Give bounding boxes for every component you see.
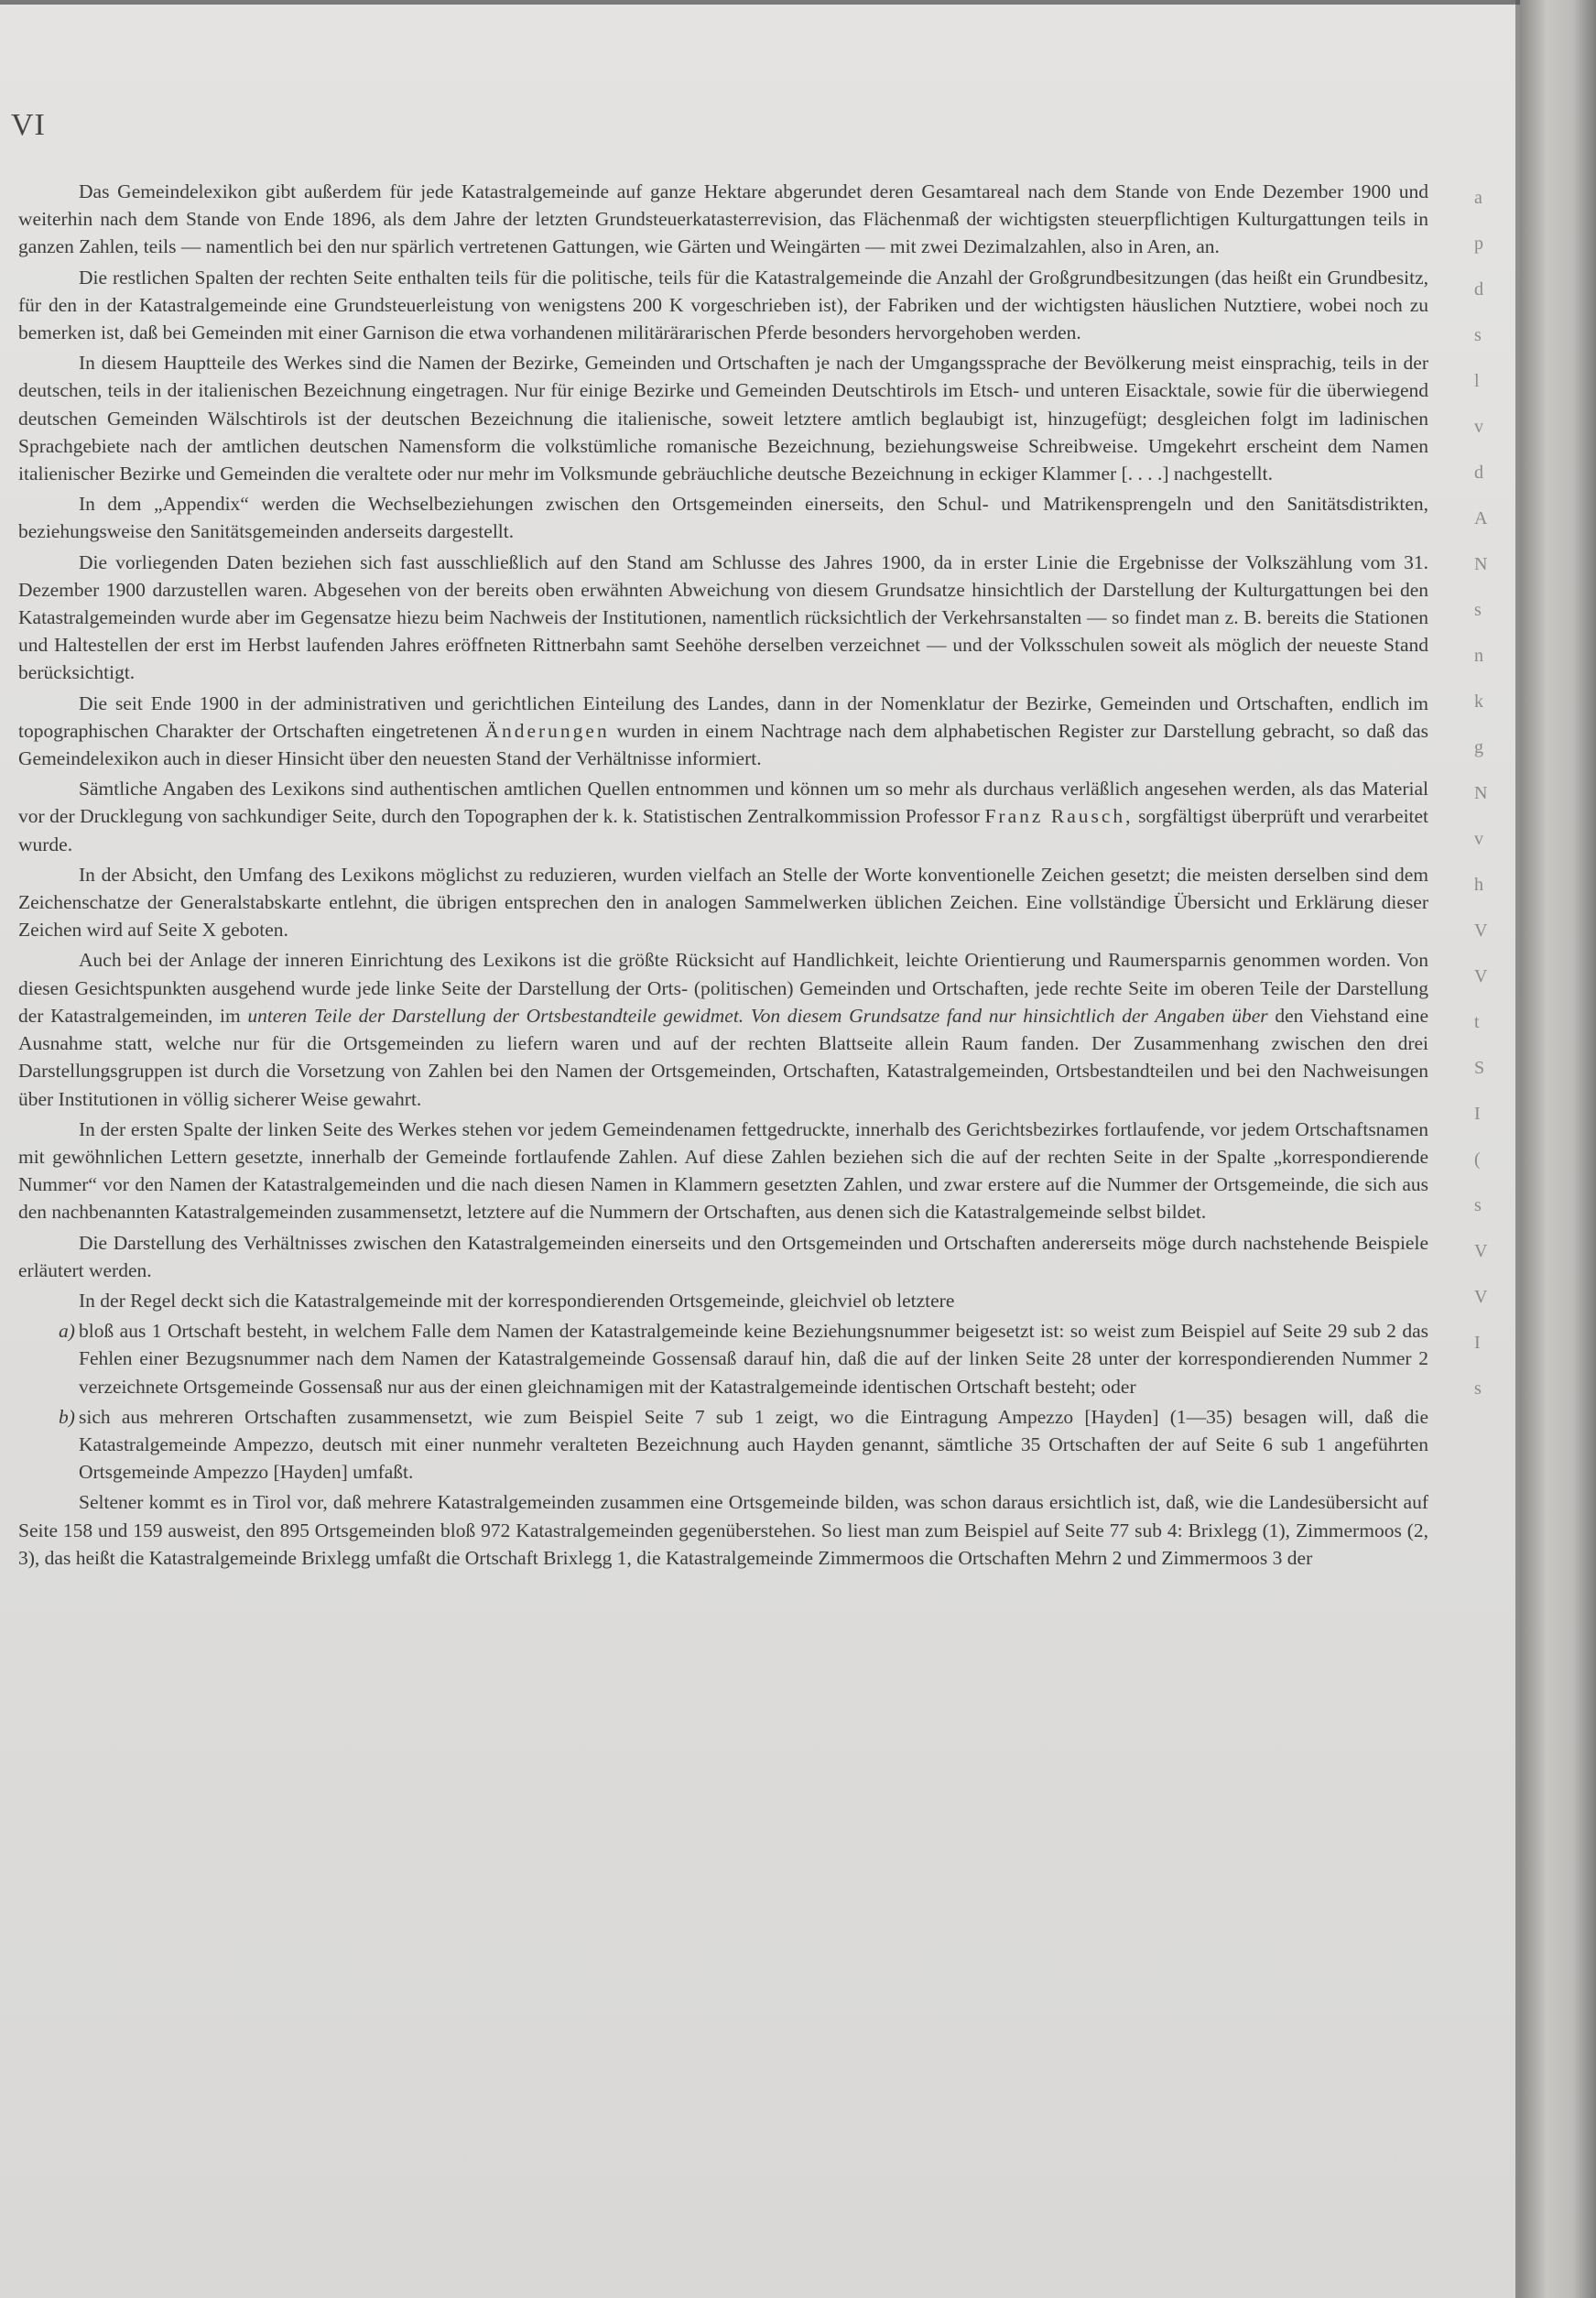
margin-fragment: V [1474,966,1488,986]
margin-fragment: p [1474,234,1483,254]
margin-fragment: d [1474,279,1483,300]
margin-fragment: V [1474,920,1488,941]
margin-fragment: v [1474,417,1483,437]
margin-fragment: k [1474,692,1483,712]
paragraph: Die Darstellung des Verhältnisses zwischen den Katastralgemeinden einerseits und den Ortsgemeinden und Ortschaften andererseits möge durch nachstehende Beispiele erläutert werden. [18,1231,1428,1281]
top-edge-line [0,0,1520,5]
text-run: wurden in einem Nachtrage nach dem alphabetischen Register zur Darstellung gebracht, so daß das Gemeindelexikon auch in dieser Hinsicht über den neuesten Stand der Verhältnisse informiert. [18,719,1429,770]
list-marker: b) [59,1405,75,1428]
margin-fragment: N [1474,783,1488,803]
text-run: Die seit Ende 1900 in der administrativen und gerichtlichen Einteilung des Landes, dann in der Nomenklatur der Bezirke, Gemeinden und Ortschaften, endlich im topographischen Charakter der Ortschaften eingetretenen [18,692,1428,742]
margin-fragment: A [1474,508,1488,528]
margin-fragment: t [1474,1012,1480,1032]
list-item [18,1403,1428,1487]
margin-fragment: s [1474,600,1482,620]
paragraph: Die vorliegenden Daten beziehen sich fast ausschließlich auf den Stand am Schlusse des Jahres 1900, da in erster Linie die Ergebnisse der Volkszählung vom 31. Dezember 1900 darzustellen waren. Abgesehen von der bereits oben erwähnten Abweichung von diesem Grundsatze hinsichtlich der Darstellung der Kulturgattungen bei den Katastralgemeinden wurde aber im Gegensatze hiezu beim Nachweis der Institutionen, namentlich rücksichtlich der Verkehrsanstalten — so findet man z. B. bereits die Stationen und Haltestellen der erst im Herbst laufenden Jahres eröffneten Rittnerbahn samt Seehöhe derselben verzeichnet — und der Volksschulen soweit als möglich der neueste Stand berücksichtigt. [18,550,1428,684]
paragraph: Die restlichen Spalten der rechten Seite enthalten teils für die politische, teils für die Katastralgemeinde die Anzahl der Großgrundbesitzungen (das heißt ein Grundbesitz, für den in der Katastralgemeinde eine Grundsteuerleistung von wenigstens 200 K vorgeschrieben ist), der Fabriken und der wichtigsten häuslichen Nutztiere, wobei noch zu bemerken ist, daß bei Gemeinden mit einer Garnison die etwa vorhandenen militärärarischen Pferde besonders hervorgehoben werden. [18,266,1428,344]
text-run: Auch bei der Anlage der inneren Einrichtung des Lexikons ist die größte Rücksicht auf Handlichkeit, leichte Orientierung und Raumersparnis genommen worden. Von diesen Gesichtspunkten ausgehend wurde jede linke Seite der Darstellung der Orts- (politischen) Gemeinden und Ortschaften, jede rechte Seite im oberen Teile der Darstellung der Katastralgemeinden, im [18,949,1428,1027]
margin-fragment: s [1474,1378,1482,1399]
emphasized-name: Franz Rausch, [984,805,1134,828]
margin-fragment: s [1474,1195,1482,1215]
body-text [18,178,1428,1574]
margin-fragment: S [1474,1058,1485,1078]
list-marker: a) [59,1320,75,1343]
text-run: den Viehstand eine Ausnahme statt, welche nur für die Ortsgemeinden zu liefern waren und auf der rechten Blattseite allein Raum fanden. Der Zusammenhang zwischen den drei Darstellungsgruppen ist durch die Vorsetzung von Zahlen bei den Namen der Ortsgemeinden, Ortschaften, Katastralgemeinden, Ortsbestandteilen und bei den Nachweisungen über Institutionen in völlig sicherer Weise gewahrt. [18,1004,1428,1110]
paragraph: In der Absicht, den Umfang des Lexikons möglichst zu reduzieren, wurden vielfach an Stelle der Worte konventionelle Zeichen gesetzt; die meisten derselben sind dem Zeichenschatze der Generalstabskarte entlehnt, die übrigen entsprechen den in analogen Sammelwerken üblichen Zeichen. Eine vollständige Übersicht und Erklärung dieser Zeichen wird auf Seite X geboten. [18,863,1428,942]
margin-fragment: h [1474,875,1483,895]
margin-fragment: V [1474,1241,1488,1261]
margin-fragment: n [1474,646,1483,666]
text-run: Sämtliche Angaben des Lexikons sind authentischen amtlichen Quellen entnommen und können um so mehr als durchaus verläßlich angesehen werden, als das Material vor der Drucklegung von sachkundiger Seite, durch den Topographen der k. k. Statistischen Zentralkommission Professor [18,778,1428,828]
paragraph [18,690,1428,773]
list-item-text: sich aus mehreren Ortschaften zusammensetzt, wie zum Beispiel Seite 7 sub 1 zeigt, wo die Eintragung Ampezzo [Hayden] (1—35) besagen will, daß die Katastralgemeinde Ampezzo, deutsch mit einer nunmehr veralteten Bezeichnung auch Hayden genannt, sämtliche 35 Ortschaften der auf Seite 6 sub 1 angeführten Ortsgemeinde Ampezzo [Hayden] umfaßt. [79,1405,1428,1484]
margin-fragment: g [1474,737,1483,757]
margin-fragment: s [1474,325,1482,345]
margin-fragment: V [1474,1287,1488,1307]
paragraph: In dem „Appendix“ werden die Wechselbeziehungen zwischen den Ortsgemeinden einerseits, den Schul- und Matrikensprengeln und den Sanitätsdistrikten, beziehungsweise den Sanitätsgemeinden anderseits dargestellt. [18,493,1428,543]
paragraph: In der ersten Spalte der linken Seite des Werkes stehen vor jedem Gemeindenamen fettgedruckte, innerhalb des Gerichtsbezirkes fortlaufende, vor jedem Ortschaftsnamen mit gewöhnlichen Lettern gesetzte, innerhalb der Gemeinde fortlaufende Zahlen. Auf diese Zahlen beziehen sich die auf der rechten Seite in der Spalte „korrespondierende Nummer“ vor den Namen der Katastralgemeinden und die nach diesen Namen in Klammern gesetzten Zahlen, und zwar erstere auf die Nummer der Ortsgemeinde, die sich aus den nachbenannten Katastralgemeinden zusammensetzt, letztere auf die Nummern der Ortschaften, aus denen sich die Katastralgemeinde selbst bildet. [18,1117,1428,1224]
margin-fragment: I [1474,1333,1481,1353]
list-item-text: bloß aus 1 Ortschaft besteht, in welchem Falle dem Namen der Katastralgemeinde keine Beziehungsnummer beigesetzt ist: so weist zum Beispiel auf Seite 29 sub 2 das Fehlen einer Bezugsnummer nach dem Namen der Katastralgemeinde Gossensaß darauf hin, daß die auf der linken Seite 28 unter der korrespondierenden Nummer 2 verzeichnete Ortsgemeinde Gossensaß nur aus der einen gleichnamigen mit der Katastralgemeinde identischen Ortschaft besteht; oder [79,1320,1428,1398]
margin-fragment: v [1474,829,1483,849]
margin-fragment: l [1474,371,1480,391]
paragraph: In der Regel deckt sich die Katastralgemeinde mit der korrespondierenden Ortsgemeinde, gleichviel ob letztere [79,1289,955,1312]
margin-fragment: I [1474,1104,1481,1124]
page-number: VI [11,108,46,142]
paragraph: In diesem Hauptteile des Werkes sind die Namen der Bezirke, Gemeinden und Ortschaften je nach der Umgangssprache der Bevölkerung meist einsprachig, teils in der deutschen, teils in der italienischen Bezeichnung eingetragen. Nur für einige Bezirke und Gemeinden Deutschtirols im Etsch- und unteren Eisacktale, sowie für die überwiegend deutschen Gemeinden Wälschtirols ist der deutschen Bezeichnung die italienische, soweit letztere amtlich beglaubigt ist, hinzugefügt; desgleichen folgt im ladinischen Sprachgebiete nach der amtlichen deutschen Namensform die volkstümliche romanische Bezeichnung, beziehungsweise Schreibweise. Umgekehrt erscheint dem Namen italienischer Bezirke und Gemeinden die veraltete oder nur mehr im Volksmunde gebräuchliche deutsche Bezeichnung in eckiger Klammer [. . . .] nachgestellt. [18,352,1428,485]
paragraph [18,775,1428,858]
emphasized-term: Änderungen [484,719,610,742]
italic-run: unteren Teile der Darstellung der Ortsbestandteile gewidmet. Von diesem Grundsatze fand nur hinsichtlich der Angaben über [247,1004,1268,1027]
list-item [18,1317,1428,1400]
book-spine [1520,0,1596,2298]
margin-fragment: N [1474,554,1488,574]
text-run: sorgfältigst überprüft und verarbeitet wurde. [18,805,1429,855]
paragraph [18,946,1428,1112]
paragraph: Seltener kommt es in Tirol vor, daß mehrere Katastralgemeinden zusammen eine Ortsgemeinde bilden, was schon daraus ersichtlich ist, daß, wie die Landesübersicht auf Seite 158 und 159 ausweist, den 895 Ortsgemeinden bloß 972 Katastralgemeinden gegenüberstehen. So liest man zum Beispiel auf Seite 77 sub 4: Brixlegg (1), Zimmermoos (2, 3), das heißt die Katastralgemeinde Brixlegg umfaßt die Ortschaft Brixlegg 1, die Katastralgemeinde Zimmermoos die Ortschaften Mehrn 2 und Zimmermoos 3 der [18,1491,1428,1569]
paragraph: Das Gemeindelexikon gibt außerdem für jede Katastralgemeinde auf ganze Hektare abgerundet deren Gesamtareal nach dem Stande von Ende Dezember 1900 und weiterhin nach dem Stande von Ende 1896, als dem Jahre der letzten Grundsteuerkatasterrevision, das Flächenmaß der wichtigsten steuerpflichtigen Kulturgattungen teils in ganzen Zahlen, teils — namentlich bei den nur spärlich vertretenen Gattungen, wie Gärten und Weingärten — mit zwei Dezimalzahlen, also in Aren, an. [18,180,1428,258]
margin-fragment: ( [1474,1149,1481,1170]
margin-fragment: d [1474,463,1483,483]
margin-fragment: a [1474,188,1482,208]
